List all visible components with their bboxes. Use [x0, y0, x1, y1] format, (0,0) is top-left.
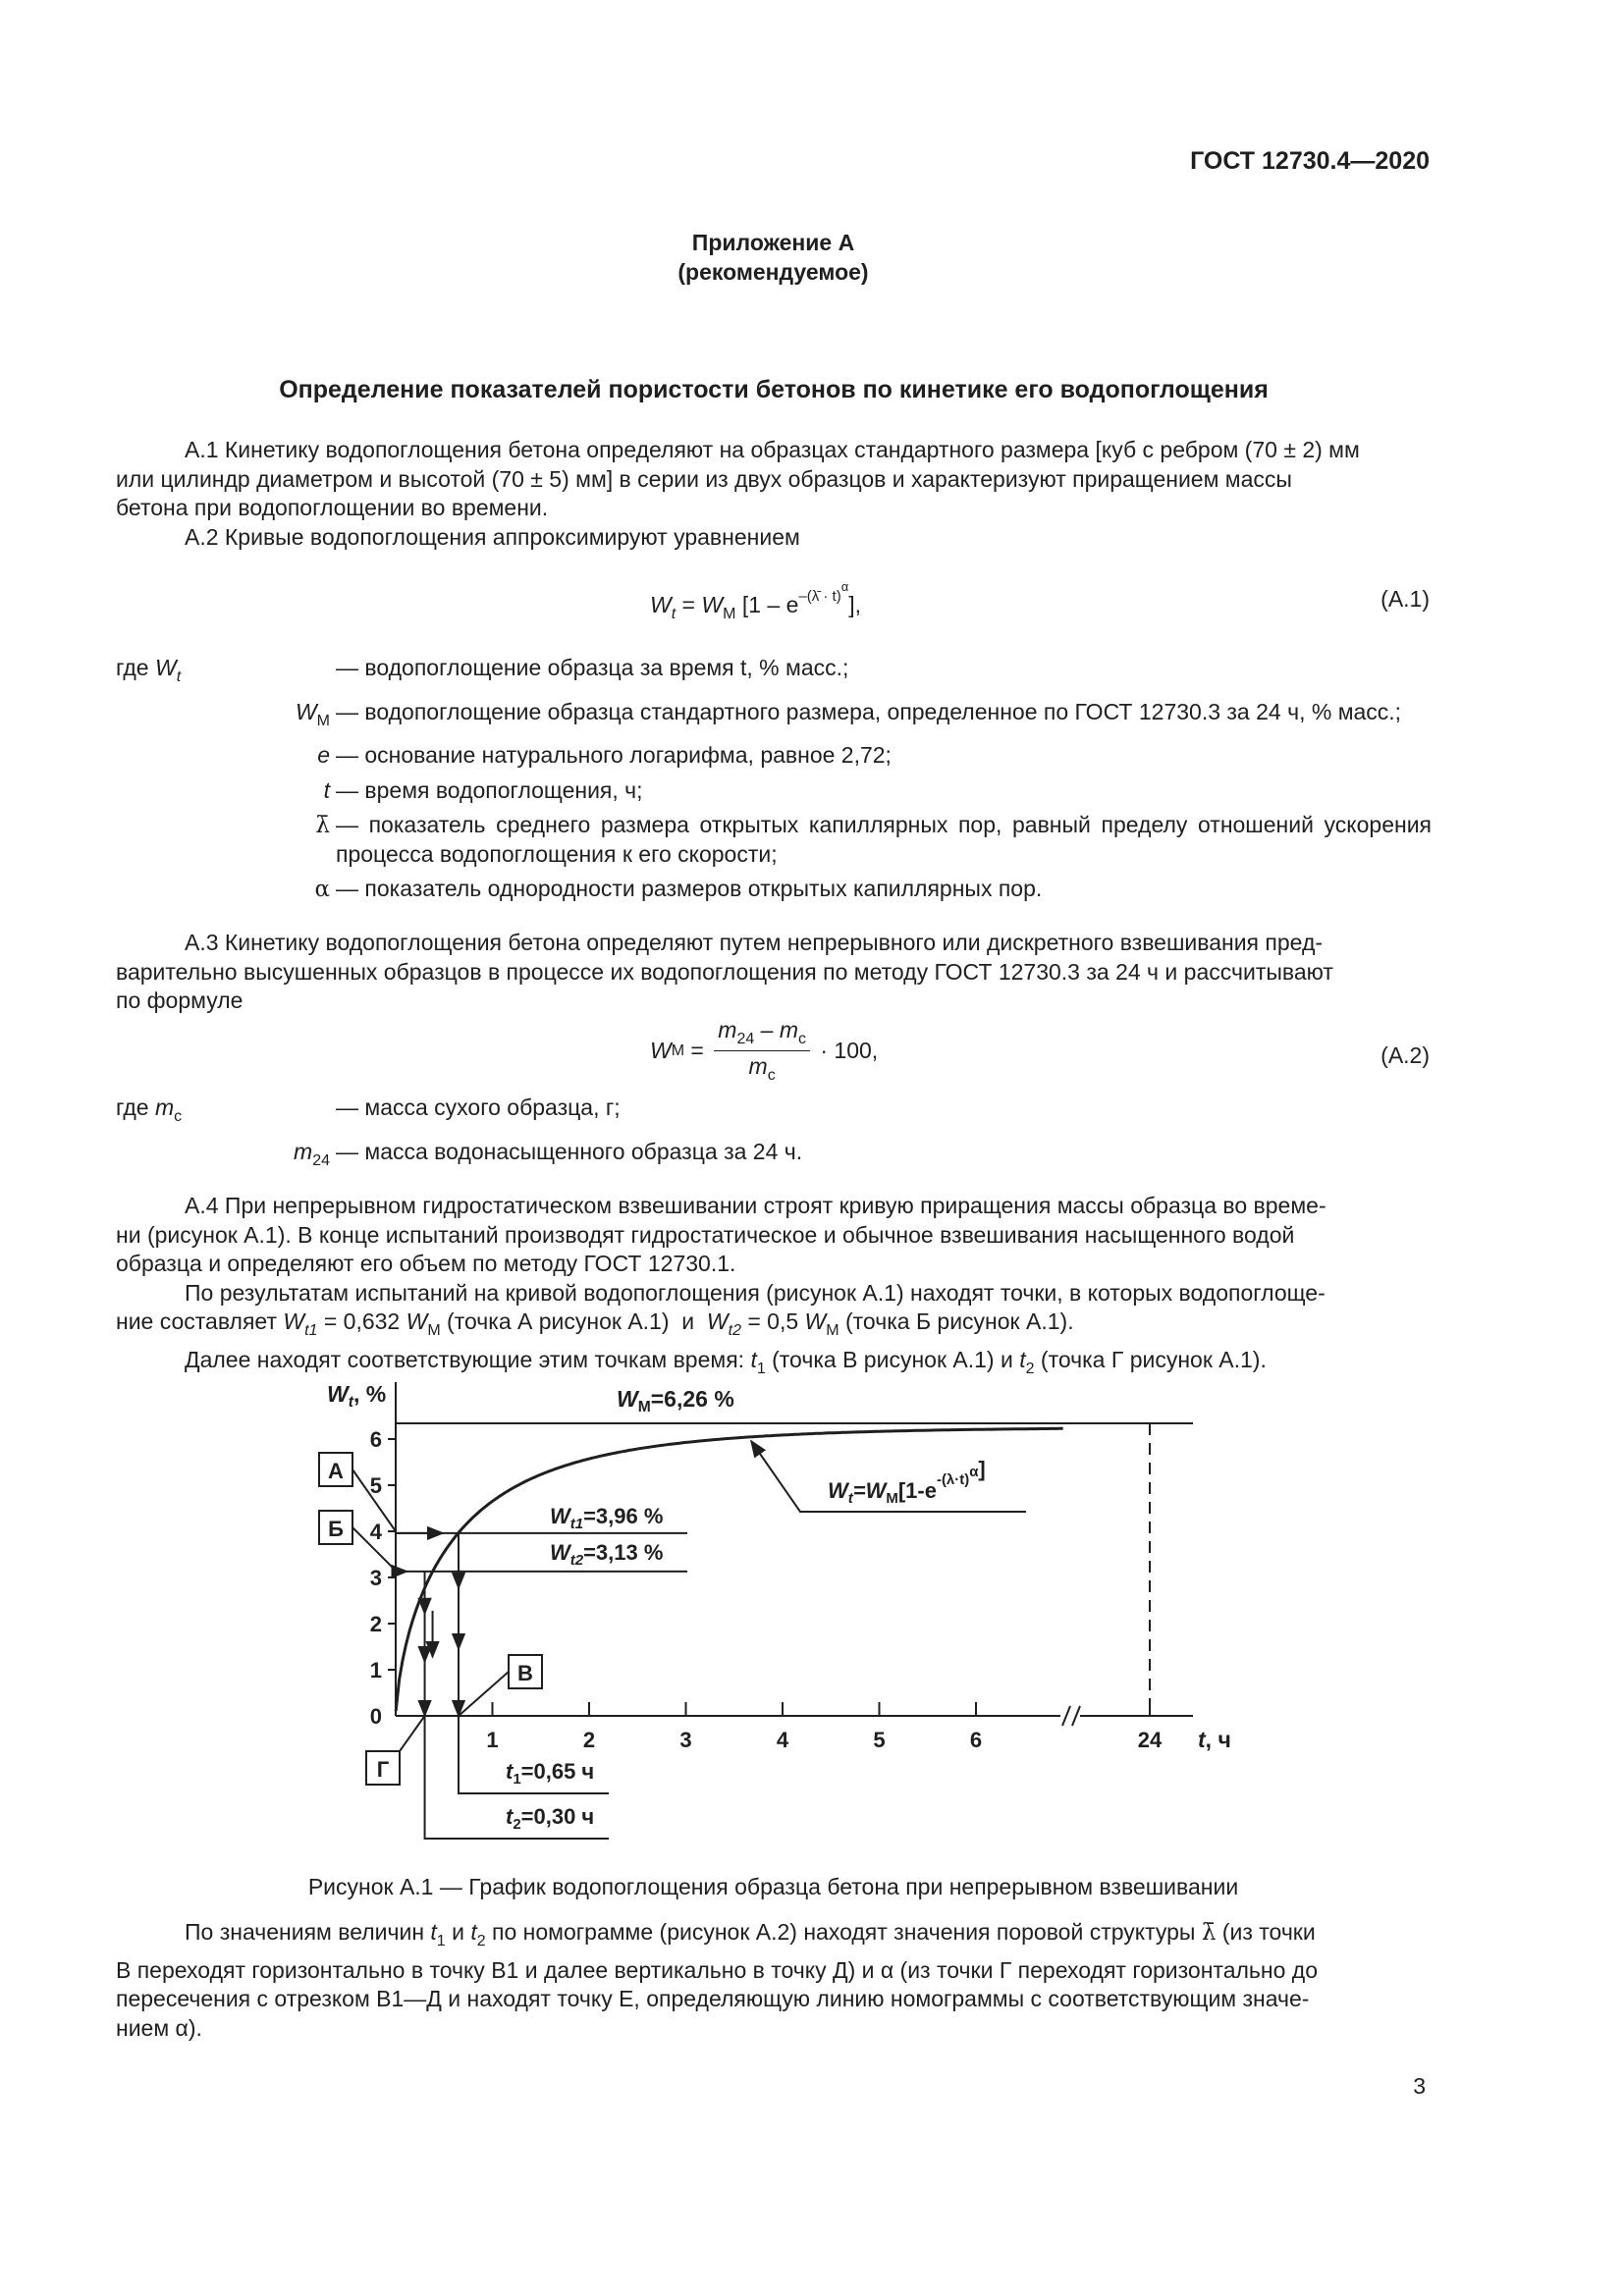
- def-symbol: W: [154, 655, 177, 680]
- results-text: (точка Г рисунок А.1).: [1034, 1346, 1267, 1372]
- def-symbol-sub: t: [176, 668, 182, 685]
- def-text: — водопоглощение образца за время t, % масс.;: [336, 655, 849, 680]
- results-text: (точка Б рисунок А.1).: [839, 1308, 1074, 1334]
- a1-line-2: или цилиндр диаметром и высотой (70 ± 5) мм] в серии из двух образцов и характеризуют приращением массы: [116, 465, 1292, 492]
- x-tick-label: 1: [486, 1728, 499, 1752]
- results-line-1: По результатам испытаний на кривой водопоглощения (рисунок А.1) находят точки, в которых водопоглоще-: [185, 1279, 1326, 1306]
- def-text: — водопоглощение образца стандартного размера, определенное по ГОСТ 12730.3 за 24 ч, % масс.;: [336, 698, 1402, 724]
- eq2-equals: =: [684, 1038, 711, 1063]
- wt1-label: $W_{t1}=3,96$ %: [550, 1503, 664, 1532]
- page-number: 3: [1413, 2073, 1426, 2099]
- def-symbol: e: [317, 742, 330, 768]
- def-text: — показатель среднего размера открытых капиллярных пор, равный пределу отношений ускорения процесса водопоглощения к его скорости;: [336, 812, 1432, 867]
- final-t-sub: 2: [476, 1933, 486, 1949]
- x-tick-label: 4: [776, 1728, 789, 1752]
- final-lambda: λ̄: [1201, 1920, 1217, 1946]
- paragraph-a2: А.2 Кривые водопоглощения аппроксимируют уравнением: [185, 523, 800, 550]
- results-t: t: [750, 1346, 757, 1372]
- final-text: (из точки: [1216, 1919, 1316, 1945]
- results-w: W: [283, 1308, 305, 1334]
- point-v-label: В: [517, 1661, 533, 1685]
- break-label: //: [1062, 1730, 1063, 1731]
- final-t: t: [470, 1919, 477, 1945]
- eq2-num-m: m: [718, 1017, 737, 1042]
- a1-line-3: бетона при водопоглощении во времени.: [116, 495, 549, 520]
- results-t-sub: 2: [1025, 1360, 1035, 1377]
- def-pre: где: [116, 1095, 155, 1120]
- eq1-w: W: [701, 592, 724, 617]
- final-line-4: нием α).: [116, 2014, 202, 2041]
- a4-line-1: А.4 При непрерывном гидростатическом взвешивании строят кривую приращения массы образца во време-: [185, 1193, 1326, 1218]
- eq1-mid: [1 – e: [735, 592, 799, 617]
- results-text: (точка А рисунок А.1) и: [440, 1308, 707, 1334]
- y-tick-label: 4: [369, 1520, 382, 1544]
- final-line-1: [116, 1918, 1432, 1956]
- a4-line-3: образца и определяют его объем по методу ГОСТ 12730.1.: [116, 1251, 736, 1276]
- results-wm-sub: М: [427, 1322, 441, 1339]
- x-axis-label: t, ч: [1198, 1727, 1231, 1752]
- eq2-num-minus: –: [754, 1017, 780, 1042]
- eq2-num-sub: 24: [736, 1031, 755, 1047]
- point-g-label: Г: [376, 1757, 390, 1782]
- eq1-lhs-sub: t: [671, 606, 677, 622]
- def-symbol: λ̄: [315, 813, 330, 838]
- eq2-lhs-sub: М: [671, 1041, 685, 1059]
- results-text: = 0,632: [317, 1308, 406, 1334]
- y-tick-label: 1: [369, 1658, 382, 1682]
- final-t-sub: 1: [436, 1933, 446, 1949]
- final-line-3: пересечения с отрезком В1—Д и находят точку Е, определяющую линию номограммы с соответствующим значе-: [116, 1986, 1310, 2011]
- eq1-exp: –(λ̄ · t): [798, 588, 841, 605]
- results-text: Далее находят соответствующие этим точкам время:: [185, 1346, 751, 1372]
- axis-break-mark: [1062, 1706, 1070, 1726]
- y-tick-label: 0: [369, 1704, 382, 1729]
- eq2-num-m2: m: [779, 1017, 798, 1042]
- final-text: по номограмме (рисунок А.2) находят значения поровой структуры: [485, 1919, 1202, 1945]
- eq2-den-sub: с: [767, 1067, 776, 1084]
- eq1-equals: =: [676, 592, 702, 617]
- results-w-sub: t1: [304, 1322, 318, 1339]
- results-wm-sub: М: [826, 1322, 839, 1339]
- eq1-exp-pow: α: [840, 579, 849, 594]
- final-text: и: [445, 1919, 471, 1945]
- a3-line-3: по формуле: [116, 988, 244, 1013]
- def-text: — время водопоглощения, ч;: [336, 776, 643, 803]
- a4-line-2: ни (рисунок А.1). В конце испытаний производят гидростатическое и обычное взвешивания насыщенного водой: [116, 1221, 1295, 1248]
- x-tick-label: 6: [969, 1728, 983, 1752]
- eq2-den-m: m: [748, 1053, 768, 1079]
- point-b-label: Б: [328, 1517, 344, 1541]
- eq1-w-sub: М: [723, 606, 736, 622]
- def-symbol: m: [294, 1138, 313, 1164]
- point-a-label: А: [328, 1459, 344, 1483]
- def-symbol: m: [154, 1095, 175, 1120]
- y-tick-label: 3: [369, 1566, 382, 1590]
- eq2-tail: · 100,: [813, 1038, 879, 1063]
- final-text: По значениям величин: [185, 1919, 431, 1945]
- y-tick-label: 6: [369, 1427, 382, 1452]
- results-t-sub: 1: [756, 1360, 766, 1377]
- def-symbol: t: [323, 776, 330, 803]
- eq1-end: ],: [848, 592, 862, 617]
- curve-formula-label: $W_t=W_М[1-e^{-(\lambda\cdot t)\alpha}]$: [828, 1457, 986, 1507]
- def-pre: где: [116, 655, 155, 680]
- y-tick-label: 2: [369, 1612, 382, 1636]
- axis-break-mark: [1072, 1706, 1080, 1726]
- def-text: — показатель однородности размеров открытых капиллярных пор.: [336, 876, 1043, 901]
- t1-label: $t_1=0,65$ ч: [506, 1759, 595, 1788]
- x-tick-label: 24: [1137, 1728, 1163, 1752]
- def-symbol: W: [295, 698, 317, 724]
- a3-line-1: А.3 Кинетику водопоглощения бетона определяют путем непрерывного или дискретного взвешивания пред-: [185, 930, 1324, 955]
- def-text: — масса водонасыщенного образца за 24 ч.: [336, 1138, 803, 1164]
- results-t: t: [1019, 1346, 1026, 1372]
- document-number: ГОСТ 12730.4—2020: [1190, 147, 1430, 175]
- point-v-leader: [459, 1672, 509, 1716]
- y-tick-label: 5: [369, 1473, 382, 1498]
- results-wm: W: [406, 1308, 428, 1334]
- def-symbol-sub: М: [316, 712, 330, 729]
- eq2-num-sub2: с: [797, 1031, 806, 1047]
- appendix-title-line: Приложение А: [691, 230, 855, 255]
- a1-line-1: А.1 Кинетику водопоглощения бетона определяют на образцах стандартного размера [куб с ребром (70 ± 2) мм: [185, 437, 1360, 462]
- x-tick-label: 2: [582, 1728, 596, 1752]
- def-symbol: α: [314, 877, 330, 902]
- final-line-2: В переходят горизонтально в точку В1 и далее вертикально в точку Д) и α (из точки Г переходят горизонтально до: [116, 1956, 1318, 1983]
- def-text: — основание натурального логарифма, равное 2,72;: [336, 742, 892, 768]
- point-g-leader: [400, 1716, 425, 1751]
- paragraph-final: [116, 1918, 1432, 2043]
- a3-line-2: варительно высушенных образцов в процессе их водопоглощения по методу ГОСТ 12730.3 за 24 ч и рассчитывают: [116, 958, 1333, 985]
- wt2-label: $W_{t2}=3,13$ %: [550, 1539, 664, 1569]
- x-tick-label: 3: [679, 1728, 692, 1752]
- appendix-status: (рекомендуемое): [677, 259, 869, 285]
- equation-a2-label: (А.2): [1380, 1042, 1430, 1068]
- section-title: Определение показателей пористости бетонов по кинетике его водопоглощения: [279, 376, 1269, 403]
- results-text: = 0,5: [740, 1308, 805, 1334]
- t2-label: $t_2=0,30$ ч: [506, 1804, 595, 1833]
- final-t: t: [430, 1919, 437, 1945]
- def-text: — масса сухого образца, г;: [336, 1095, 621, 1120]
- def-symbol-sub: 24: [312, 1151, 330, 1169]
- def-symbol-sub: с: [174, 1108, 183, 1125]
- results-text: (точка В рисунок А.1) и: [765, 1346, 1020, 1372]
- wm-label: $W_М=6,26$ %: [617, 1386, 734, 1415]
- results-wm: W: [804, 1308, 827, 1334]
- eq1-lhs: W: [650, 592, 672, 617]
- equation-a1-label: (А.1): [1380, 586, 1430, 612]
- results-w-sub: t2: [728, 1322, 741, 1339]
- results-text: ние составляет: [116, 1308, 284, 1334]
- x-tick-label: 5: [873, 1728, 886, 1752]
- results-w: W: [706, 1308, 729, 1334]
- eq2-lhs: W: [650, 1038, 672, 1063]
- y-axis-label: $W_t$, %: [327, 1381, 387, 1411]
- figure-caption: Рисунок А.1 — График водопоглощения образца бетона при непрерывном взвешивании: [307, 1874, 1239, 1899]
